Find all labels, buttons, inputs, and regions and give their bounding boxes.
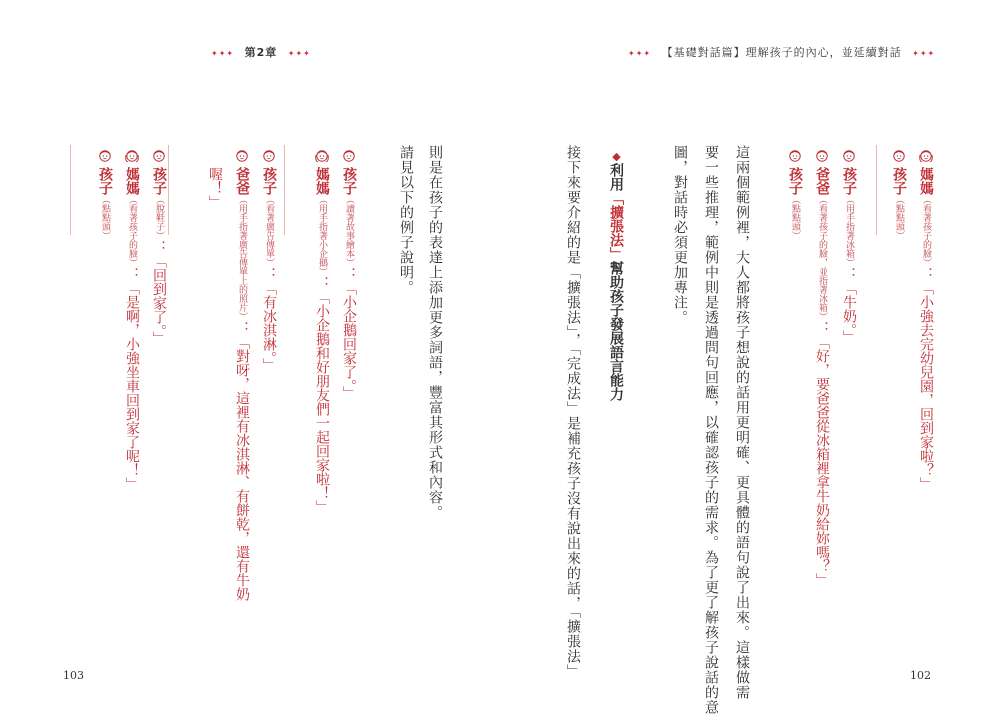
speech-text: 「回到家了。」 xyxy=(151,254,167,345)
diamond-bullet-icon: ◆ xyxy=(610,150,623,163)
right-running-header xyxy=(622,44,941,60)
child-face-icon xyxy=(97,147,113,161)
dialogue-line xyxy=(94,167,116,240)
section-rule xyxy=(876,145,877,235)
dialogue-line xyxy=(838,167,860,344)
heading-pre: 利用 xyxy=(608,163,624,191)
dialogue-line xyxy=(915,167,937,491)
speech-text: 「小企鵝和好朋友們一起回家啦！」 xyxy=(314,290,330,514)
intro-line: 請見以下的例子說明。 xyxy=(398,145,414,295)
section-rule xyxy=(70,145,71,235)
dad-face-icon xyxy=(814,147,830,161)
dialogue-line xyxy=(258,167,280,372)
speech-text: 「對呀，這裡有冰淇淋、有餅乾，還有牛奶 xyxy=(234,335,250,601)
dialogue-line xyxy=(811,167,833,587)
section-rule xyxy=(284,145,285,235)
speech-text: 喔！」 xyxy=(207,167,223,209)
colon-mark: ： xyxy=(841,267,857,281)
stage-note: （點點頭） xyxy=(100,195,110,240)
chapter-label: 第2章 xyxy=(244,46,278,59)
left-running-header xyxy=(205,44,317,60)
colon-mark: ： xyxy=(151,240,167,254)
dialogue-line xyxy=(784,167,806,240)
intro-line: 則是在孩子的表達上添加更多詞語，豐富其形式和內容。 xyxy=(427,145,443,520)
speech-text: 「好，要爸爸從冰箱裡拿牛奶給妳嗎？」 xyxy=(814,335,830,587)
speaker-name: 媽媽 xyxy=(124,167,140,195)
speaker-name: 孩子 xyxy=(97,167,113,195)
dad-face-icon xyxy=(234,147,250,161)
stage-note: （讀著故事繪本） xyxy=(344,195,354,267)
dialogue-line xyxy=(311,167,333,514)
star-ornament-icon: ✦✦✦ xyxy=(628,48,652,58)
page-number-right: 102 xyxy=(910,669,931,682)
colon-mark: ： xyxy=(814,321,830,335)
paragraph-line: 圖，對話時必須更加專注。 xyxy=(672,145,688,325)
stage-note: （看著孩子的臉，並指著冰箱） xyxy=(817,195,827,321)
dialogue-line xyxy=(204,167,226,209)
speaker-name: 爸爸 xyxy=(234,167,250,195)
stage-note: （用手指著小企鵝） xyxy=(317,195,327,276)
stage-note: （看著孩子的臉） xyxy=(127,195,137,267)
stage-note: （用手指著廣告傳單上的照片） xyxy=(237,195,247,321)
dialogue-line xyxy=(888,167,910,240)
speech-text: 「有冰淇淋。」 xyxy=(261,281,277,372)
mom-face-icon xyxy=(918,147,934,161)
star-ornament-icon: ✦✦✦ xyxy=(287,48,311,58)
dialogue-line xyxy=(338,167,360,400)
speaker-name: 媽媽 xyxy=(918,167,934,195)
child-face-icon xyxy=(151,147,167,161)
child-face-icon xyxy=(841,147,857,161)
speaker-name: 孩子 xyxy=(891,167,907,195)
child-face-icon xyxy=(891,147,907,161)
speaker-name: 媽媽 xyxy=(314,167,330,195)
colon-mark: ： xyxy=(234,321,250,335)
stage-note: （點點頭） xyxy=(894,195,904,240)
stage-note: （點點頭） xyxy=(790,195,800,240)
heading-highlight: 「擴張法」 xyxy=(608,191,624,261)
paragraph-line: 要一些推理，範例中則是透過問句回應，以確認孩子的需求。為了更了解孩子說話的意 xyxy=(703,145,719,715)
colon-mark: ： xyxy=(124,267,140,281)
dialogue-line xyxy=(121,167,143,491)
stage-note: （用手指著冰箱） xyxy=(844,195,854,267)
speech-text: 「是啊，小強坐車回到家了呢！」 xyxy=(124,281,140,491)
dialogue-line xyxy=(148,167,170,345)
star-ornament-icon: ✦✦✦ xyxy=(912,48,936,58)
heading-post: 幫助孩子發展語言能力 xyxy=(608,261,624,401)
mom-face-icon xyxy=(314,147,330,161)
speech-text: 「小企鵝回家了。」 xyxy=(341,281,357,400)
child-face-icon xyxy=(341,147,357,161)
child-face-icon xyxy=(787,147,803,161)
paragraph-line: 這兩個範例裡，大人都將孩子想說的話用更明確、更具體的語句說了出來。這樣做需 xyxy=(734,145,750,700)
child-face-icon xyxy=(261,147,277,161)
speaker-name: 孩子 xyxy=(787,167,803,195)
stage-note: （看著孩子的臉） xyxy=(921,195,931,267)
section-title: 【基礎對話篇】理解孩子的內心，並延續對話 xyxy=(661,46,902,59)
intro-line: 接下來要介紹的是「擴張法」，「完成法」是補充孩子沒有說出來的話，「擴張法」 xyxy=(565,145,581,679)
speaker-name: 孩子 xyxy=(151,167,167,195)
speech-text: 「小強去完幼兒園，回到家啦？」 xyxy=(918,281,934,491)
section-heading xyxy=(605,150,627,401)
stage-note: （脫鞋子） xyxy=(154,195,164,240)
speaker-name: 爸爸 xyxy=(814,167,830,195)
star-ornament-icon: ✦✦✦ xyxy=(211,48,235,58)
colon-mark: ： xyxy=(261,267,277,281)
colon-mark: ： xyxy=(341,267,357,281)
stage-note: （看著廣告傳單） xyxy=(264,195,274,267)
mom-face-icon xyxy=(124,147,140,161)
speaker-name: 孩子 xyxy=(261,167,277,195)
dialogue-line xyxy=(231,167,253,601)
page-number-left: 103 xyxy=(63,669,84,682)
speech-text: 「牛奶。」 xyxy=(841,281,857,344)
colon-mark: ： xyxy=(314,276,330,290)
speaker-name: 孩子 xyxy=(341,167,357,195)
colon-mark: ： xyxy=(918,267,934,281)
speaker-name: 孩子 xyxy=(841,167,857,195)
